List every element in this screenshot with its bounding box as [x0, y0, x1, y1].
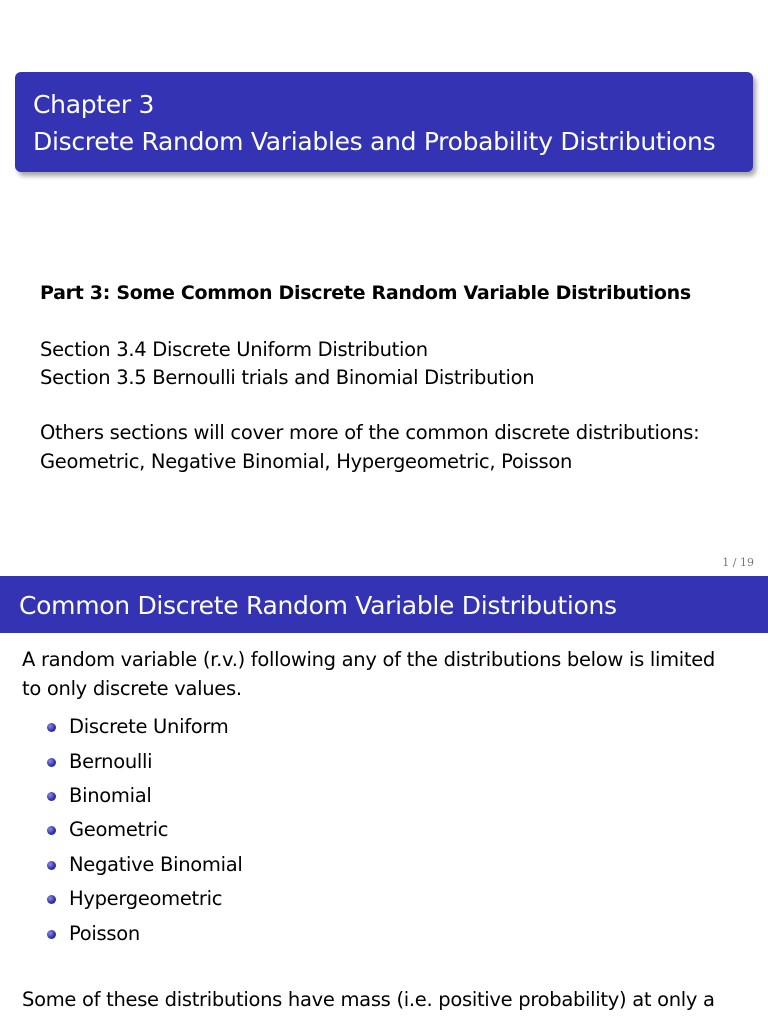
- slide-2: [0, 576, 768, 1024]
- section-3-4-line: Section 3.4 Discrete Uniform Distribution: [40, 338, 428, 361]
- list-item: [0, 749, 400, 779]
- others-sections-line: Others sections will cover more of the common discrete distributions:: [40, 421, 700, 444]
- section-3-5-line: Section 3.5 Bernoulli trials and Binomial Distribution: [40, 366, 535, 389]
- bullet-label: Negative Binomial: [69, 853, 243, 876]
- bullet-icon: [47, 826, 56, 835]
- bullet-icon: [47, 758, 56, 767]
- intro-line-2: to only discrete values.: [22, 677, 242, 700]
- bullet-icon: [47, 723, 56, 732]
- bullet-label: Hypergeometric: [69, 887, 223, 910]
- chapter-subtitle: Discrete Random Variables and Probability Distributions: [33, 127, 716, 156]
- list-item: [0, 852, 400, 882]
- page-number: 1 / 19: [722, 556, 754, 569]
- frame-title: Common Discrete Random Variable Distributions: [0, 576, 768, 633]
- bullet-label: Binomial: [69, 784, 152, 807]
- bullet-icon: [47, 930, 56, 939]
- intro-line-1: A random variable (r.v.) following any of the distributions below is limited: [22, 648, 715, 671]
- bullet-label: Discrete Uniform: [69, 715, 229, 738]
- part-heading: Part 3: Some Common Discrete Random Variable Distributions: [40, 282, 691, 304]
- distribution-list-line: Geometric, Negative Binomial, Hypergeometric, Poisson: [40, 450, 573, 473]
- list-item: [0, 817, 400, 847]
- bullet-icon: [47, 861, 56, 870]
- bullet-icon: [47, 792, 56, 801]
- closing-line-1: Some of these distributions have mass (i.e. positive probability) at only a: [22, 988, 715, 1011]
- bullet-label: Poisson: [69, 922, 140, 945]
- list-item: [0, 714, 400, 744]
- list-item: [0, 886, 400, 916]
- chapter-title: Chapter 3: [33, 90, 155, 119]
- list-item: [0, 921, 400, 951]
- list-item: [0, 783, 400, 813]
- bullet-label: Geometric: [69, 818, 169, 841]
- chapter-title-box: [15, 72, 753, 172]
- bullet-label: Bernoulli: [69, 750, 153, 773]
- bullet-icon: [47, 895, 56, 904]
